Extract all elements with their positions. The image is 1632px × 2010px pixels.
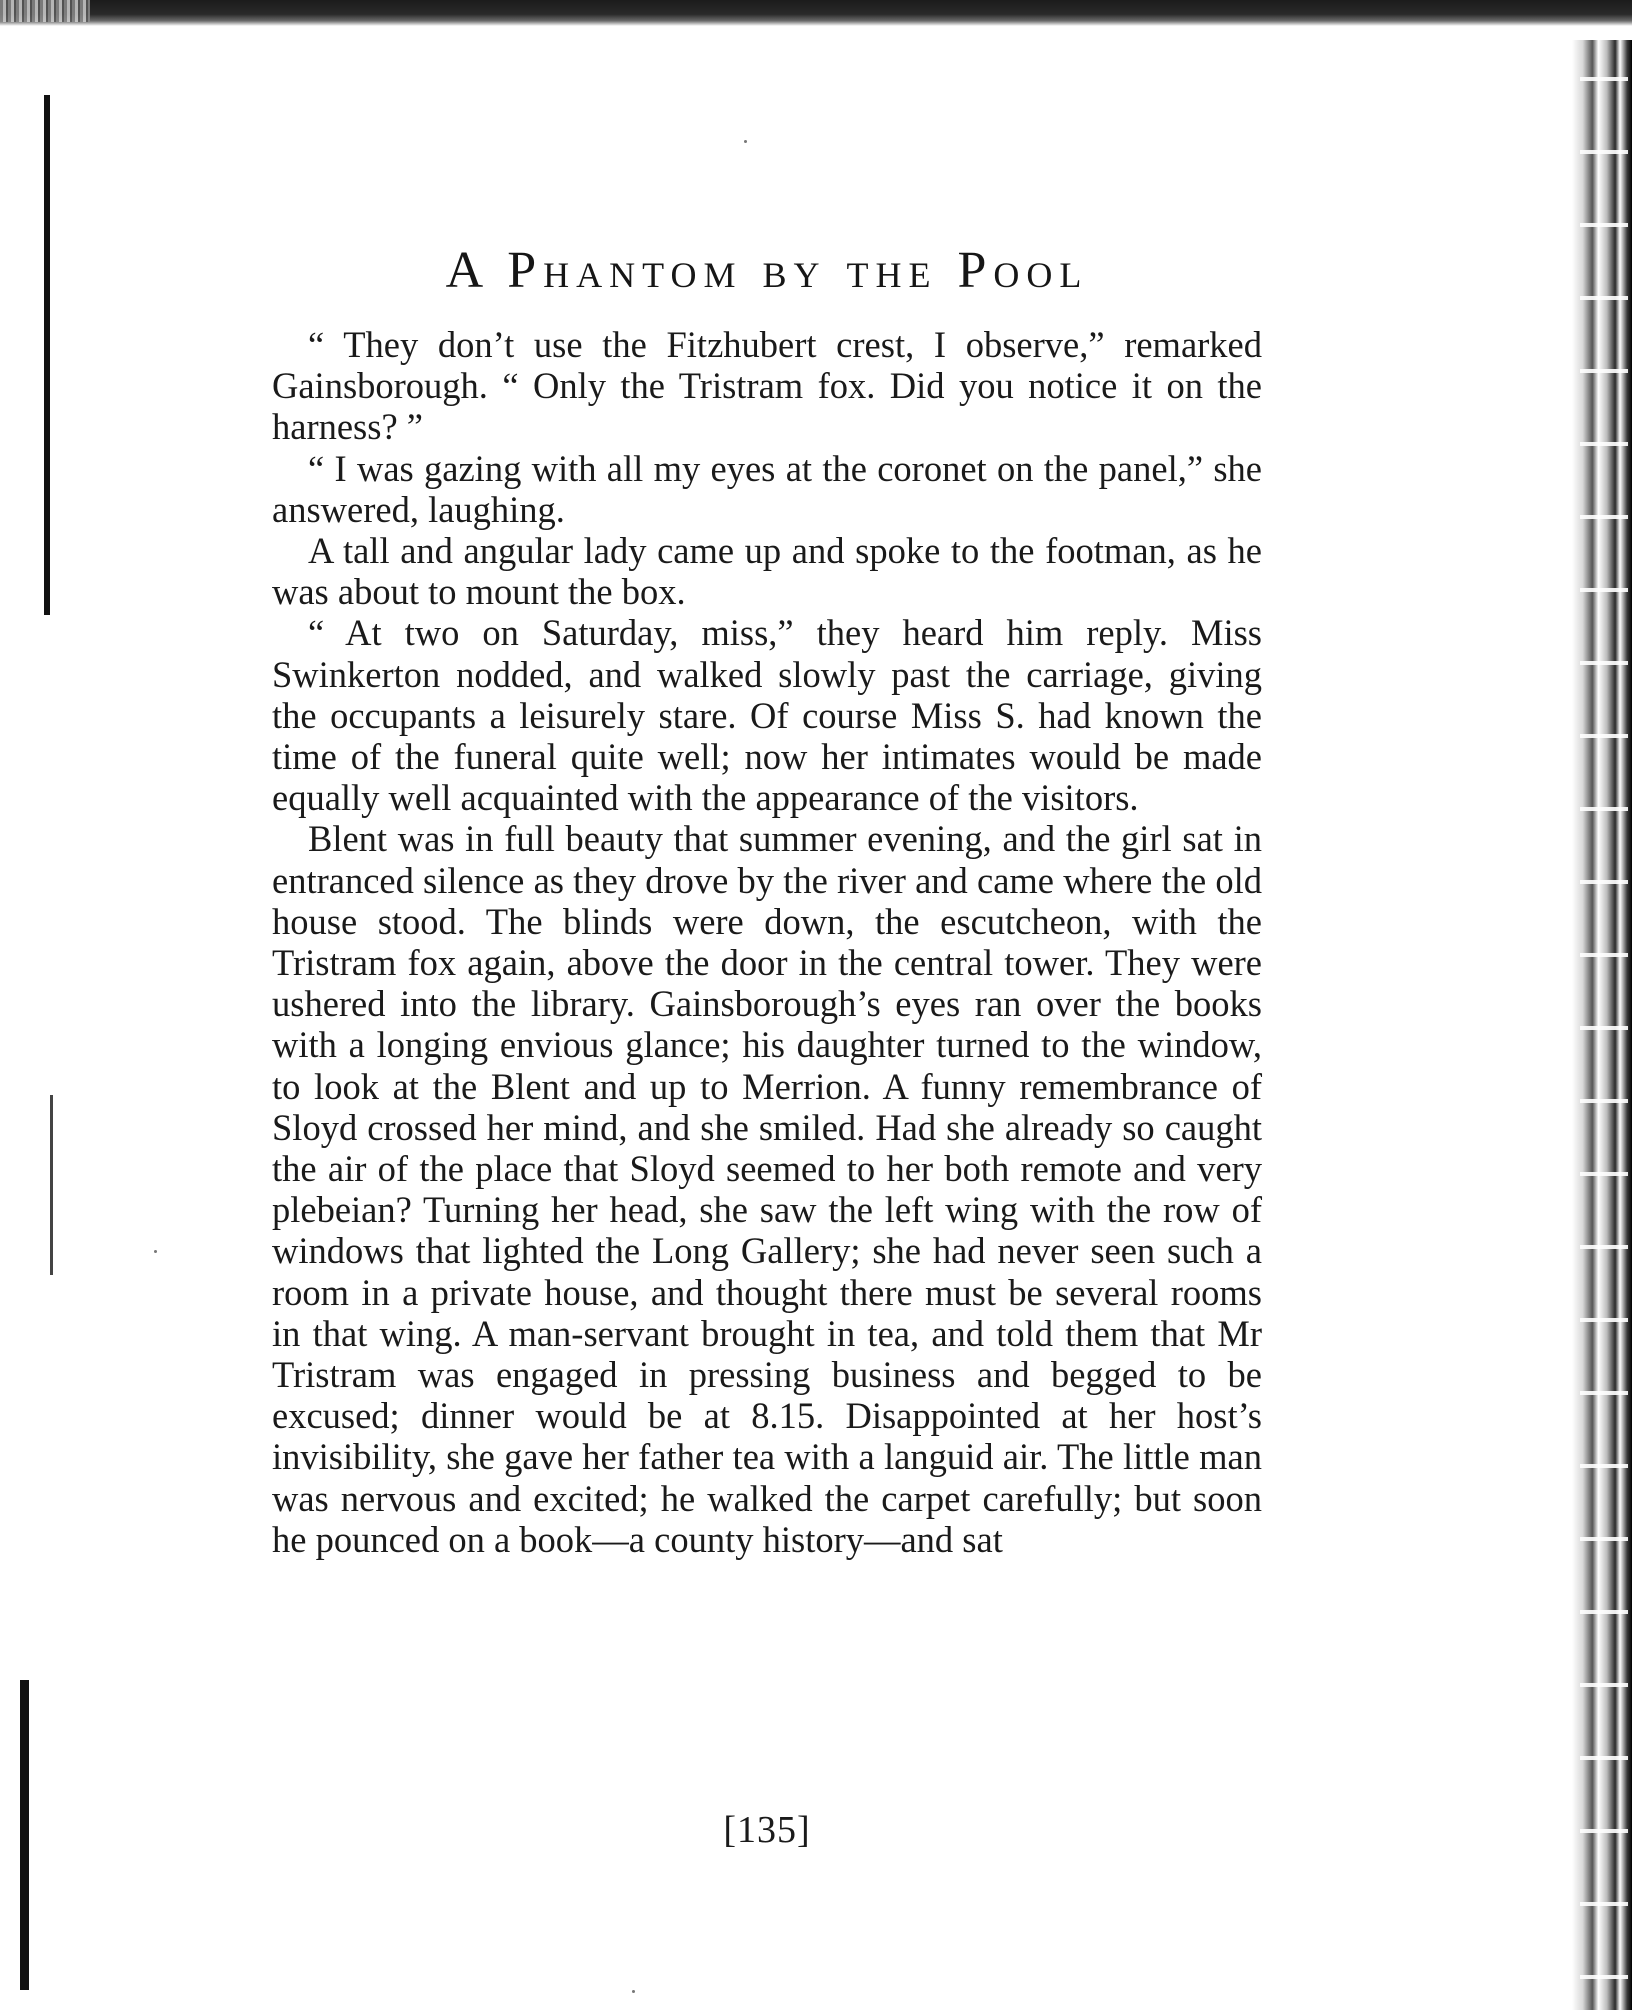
page-number: [135] [723, 1809, 811, 1851]
scan-left-edge-mark [44, 95, 50, 615]
paragraph: “ They don’t use the Fitzhubert crest, I observe,” remarked Gainsborough. “ Only the Tristram fox. Did you notice it on the harness? ” [272, 324, 1262, 448]
paragraph: Blent was in full beauty that summer evening, and the girl sat in entranced silence as they drove by the river and came where the old house stood. The blinds were down, the escutcheon, with the Tristram fox again, above the door in the central tower. They were ushered into the library. Gainsborough’s eyes ran over the books with a longing envious glance; his daughter turned to the window, to look at the Blent and up to Merrion. A funny remembrance of Sloyd crossed her mind, and she smiled. Had she already so caught the air of the place that Sloyd seemed to her both remote and very plebeian? Turning her head, she saw the left wing with the row of windows that lighted the Long Gallery; she had never seen such a room in a private house, and thought there must be several rooms in that wing. A man-servant brought in tea, and told them that Mr Tristram was engaged in pressing business and begged to be excused; dinner would be at 8.15. Disappointed at her host’s invisibility, she gave her father tea with a languid air. The little man was nervous and excited; he walked the carpet carefully; but soon he pounced on a book—a county history—and sat [272, 818, 1262, 1560]
body-text [272, 324, 1262, 1560]
paragraph: “ I was gazing with all my eyes at the coronet on the panel,” she answered, laughing. [272, 447, 1262, 530]
scan-top-edge [0, 0, 1632, 26]
chapter-title: A Phantom by the Pool [445, 242, 1089, 299]
paragraph: “ At two on Saturday, miss,” they heard him reply. Miss Swinkerton nodded, and walked slowly past the carriage, giving the occupants a leisurely stare. Of course Miss S. had known the time of the funeral quite well; now her intimates would be made equally well acquainted with the appearance of the visitors. [272, 612, 1262, 819]
scan-speck [744, 140, 747, 143]
scan-speck [632, 1990, 635, 1993]
paragraph: A tall and angular lady came up and spoke to the footman, as he was about to mount the box. [272, 530, 1262, 613]
book-page [272, 240, 1262, 1851]
scan-top-corner-noise [0, 0, 90, 22]
book-spine-streaks [1580, 40, 1628, 2010]
scan-speck [154, 1250, 157, 1253]
scan-left-edge-mark [50, 1095, 53, 1275]
scan-left-edge-mark [20, 1680, 29, 1990]
